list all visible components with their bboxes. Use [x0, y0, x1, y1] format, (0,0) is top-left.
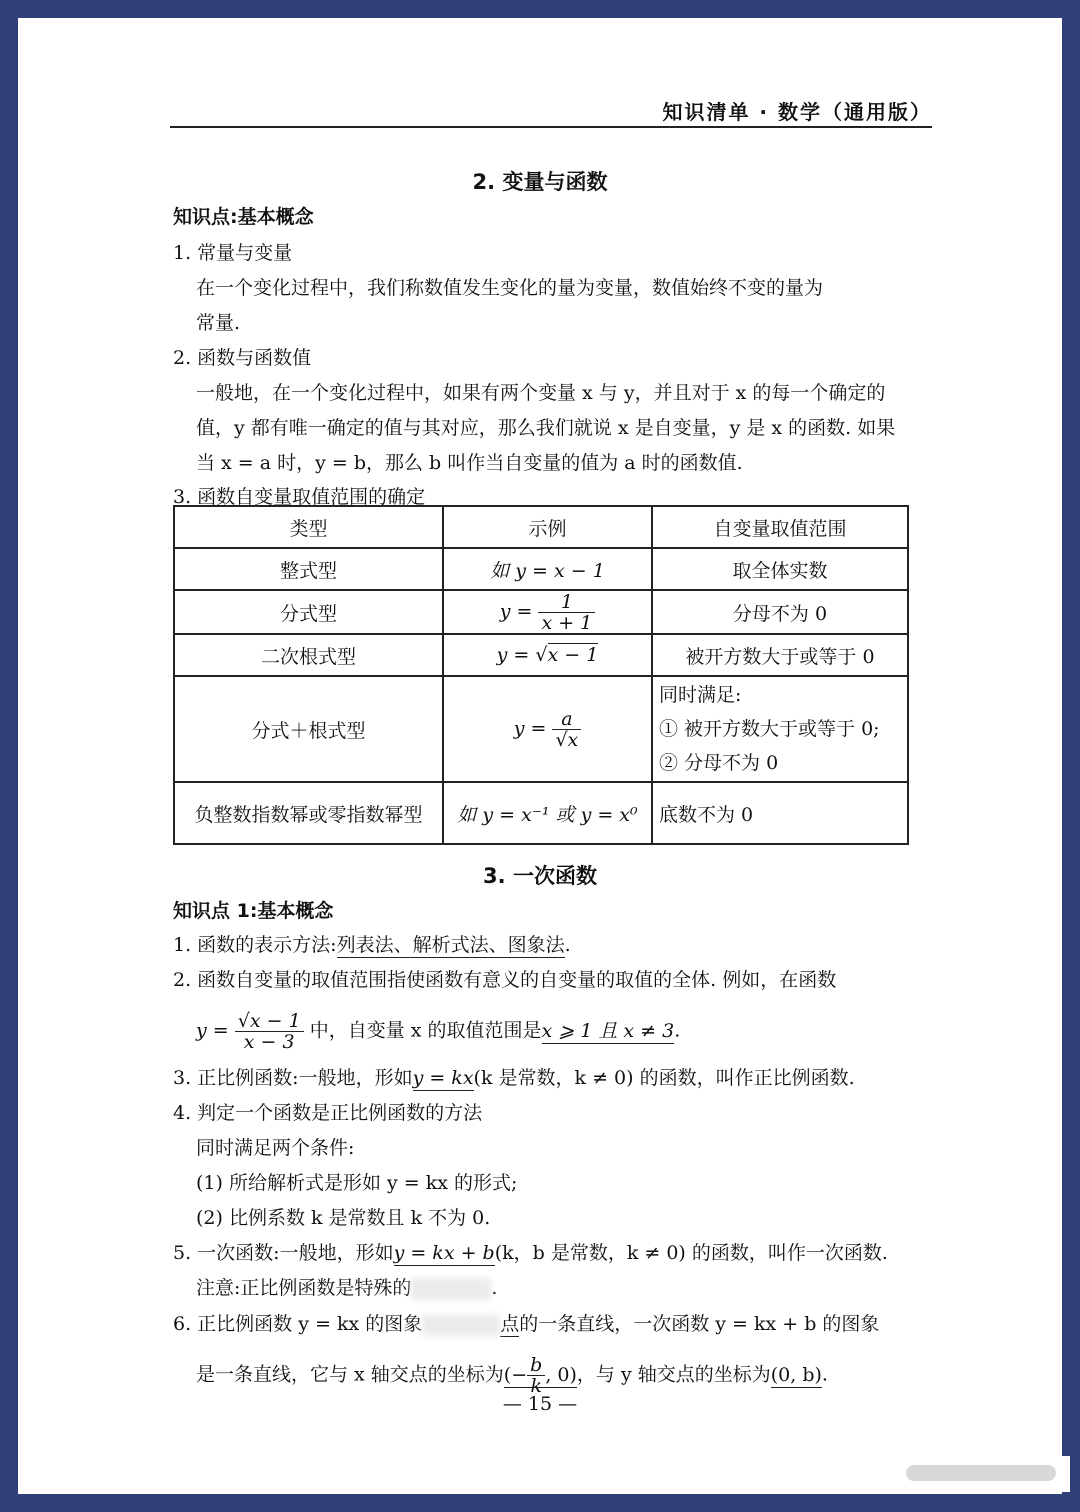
answer-underlined: y = kx: [412, 1067, 474, 1089]
item-6-line-1: [173, 1311, 879, 1337]
numerator: 1: [538, 592, 595, 613]
table-cell: 整式型: [174, 548, 443, 590]
table-cell: 取全体实数: [652, 548, 908, 590]
table-row: [174, 676, 908, 782]
text: .: [491, 1277, 498, 1299]
y-intercept-answer: (0, b): [770, 1363, 822, 1386]
denominator: √x: [555, 728, 579, 751]
watermark: [820, 1456, 1070, 1492]
table-row: [174, 782, 908, 844]
item-heading: 3. 函数自变量取值范围的确定: [173, 486, 426, 508]
fraction: [527, 1355, 545, 1396]
answer-underlined: x ⩾ 1 且 x ≠ 3: [541, 1019, 675, 1042]
item-4-heading: 4. 判定一个函数是正比例函数的方法: [173, 1102, 483, 1124]
table-header-row: [174, 506, 908, 548]
fraction: [552, 709, 581, 750]
coord-close: , 0): [545, 1363, 577, 1386]
text: 的一条直线，一次函数 y = kx + b 的图象: [519, 1313, 880, 1335]
table-cell: 被开方数大于或等于 0: [652, 634, 908, 676]
table-row: [174, 590, 908, 634]
formula-lhs: y =: [496, 644, 530, 666]
table-header-cell: 类型: [174, 506, 443, 548]
fraction: [538, 592, 595, 633]
text: 3. 正比例函数:一般地，形如: [173, 1067, 413, 1089]
item-2-line-1: 2. 函数自变量的取值范围指使函数有意义的自变量的取值的全体. 例如，在函数: [173, 969, 837, 991]
text: 中，自变量 x 的取值范围是: [309, 1019, 542, 1042]
condition-title: 同时满足:: [659, 684, 742, 706]
section-title-3: 3. 一次函数: [483, 864, 597, 888]
item-5-note: [196, 1275, 497, 1301]
table-cell: 如 y = x − 1: [443, 548, 652, 590]
answer-underlined: 列表法、解析式法、图象法: [336, 934, 565, 956]
answer-underlined: y = kx + b: [393, 1242, 495, 1264]
item-heading: 1. 常量与变量: [173, 242, 293, 264]
numerator: √x − 1: [235, 1011, 304, 1032]
paragraph-line: (1) 所给解析式是形如 y = kx 的形式;: [196, 1172, 518, 1194]
item-6-line-2: [196, 1355, 828, 1396]
paragraph-line: 值，y 都有唯一确定的值与其对应，那么我们就说 x 是自变量，y 是 x 的函数. 如果: [196, 417, 896, 439]
table-cell-text: 分式＋根式型: [251, 719, 366, 742]
x-intercept-answer: [503, 1354, 577, 1397]
table-header-cell: 示例: [443, 506, 652, 548]
table-cell: [652, 676, 908, 782]
table-cell: 负整数指数幂或零指数幂型: [174, 782, 443, 844]
paragraph-line: 常量.: [196, 312, 241, 334]
paragraph-line: 一般地，在一个变化过程中，如果有两个变量 x 与 y，并且对于 x 的每一个确定的: [196, 382, 886, 404]
denominator: x + 1: [541, 611, 593, 634]
item-3: [173, 1065, 855, 1091]
condition-item: ② 分母不为 0: [659, 752, 779, 774]
item-heading: 2. 函数与函数值: [173, 347, 312, 369]
table-cell: 二次根式型: [174, 634, 443, 676]
table-row: [174, 634, 908, 676]
text: .: [564, 934, 571, 956]
denominator: x − 3: [243, 1031, 295, 1053]
numerator: a: [552, 709, 581, 730]
fraction: [235, 1011, 304, 1052]
table-header-cell: 自变量取值范围: [652, 506, 908, 548]
knowledge-point-heading: 知识点:基本概念: [173, 206, 314, 228]
formula-lhs: y =: [196, 1019, 229, 1042]
page: [18, 18, 1062, 1494]
table-cell: 分式型: [174, 590, 443, 634]
text: ，与 y 轴交点的坐标为: [576, 1363, 771, 1386]
running-header: 知识清单 · 数学（通用版）: [662, 100, 932, 124]
item-2-line-2: [196, 1011, 680, 1052]
paragraph-line: 同时满足两个条件:: [196, 1137, 355, 1159]
text: .: [821, 1363, 828, 1386]
blurred-answer: [411, 1278, 491, 1300]
text: 注意:正比例函数是特殊的: [196, 1277, 412, 1299]
text: 1. 函数的表示方法:: [173, 934, 337, 956]
formula-lhs: y =: [499, 600, 533, 622]
item-1: [173, 932, 571, 958]
answer-underlined: 点: [500, 1313, 520, 1335]
denominator: k: [530, 1375, 542, 1397]
table-row: [174, 548, 908, 590]
table-cell: [443, 676, 652, 782]
table-cell: 分母不为 0: [652, 590, 908, 634]
item-5: [173, 1240, 888, 1266]
table-cell: [443, 590, 652, 634]
page-number: — 15 —: [502, 1393, 578, 1415]
section-title-2: 2. 变量与函数: [472, 170, 608, 194]
knowledge-point-heading: 知识点 1:基本概念: [173, 900, 334, 922]
formula-lhs: y =: [513, 717, 547, 739]
header-rule: [170, 126, 932, 128]
table-cell: 如 y = x⁻¹ 或 y = x⁰: [443, 782, 652, 844]
text: (k，b 是常数，k ≠ 0) 的函数，叫作一次函数.: [494, 1242, 888, 1264]
text: (k 是常数，k ≠ 0) 的函数，叫作正比例函数.: [473, 1067, 855, 1089]
domain-range-table: [173, 505, 909, 845]
text: 是一条直线，它与 x 轴交点的坐标为: [196, 1363, 504, 1386]
condition-item: ① 被开方数大于或等于 0;: [659, 718, 880, 740]
coord-open: (−: [503, 1363, 528, 1386]
radicand: x − 1: [547, 644, 599, 666]
text: .: [674, 1019, 681, 1042]
paragraph-line: 在一个变化过程中，我们称数值发生变化的量为变量，数值始终不变的量为: [196, 277, 824, 299]
text: 6. 正比例函数 y = kx 的图象: [173, 1313, 423, 1335]
text: 5. 一次函数:一般地，形如: [173, 1242, 394, 1264]
table-cell: 底数不为 0: [652, 782, 908, 844]
sqrt-sign: √: [535, 644, 548, 666]
numerator: b: [527, 1355, 545, 1376]
watermark-mark: [906, 1465, 1056, 1481]
paragraph-line: 当 x = a 时，y = b，那么 b 叫作当自变量的值为 a 时的函数值.: [196, 452, 743, 474]
blurred-answer: [422, 1314, 500, 1336]
table-cell: [443, 634, 652, 676]
paragraph-line: (2) 比例系数 k 是常数且 k 不为 0.: [196, 1207, 491, 1229]
table-cell: [174, 676, 443, 782]
